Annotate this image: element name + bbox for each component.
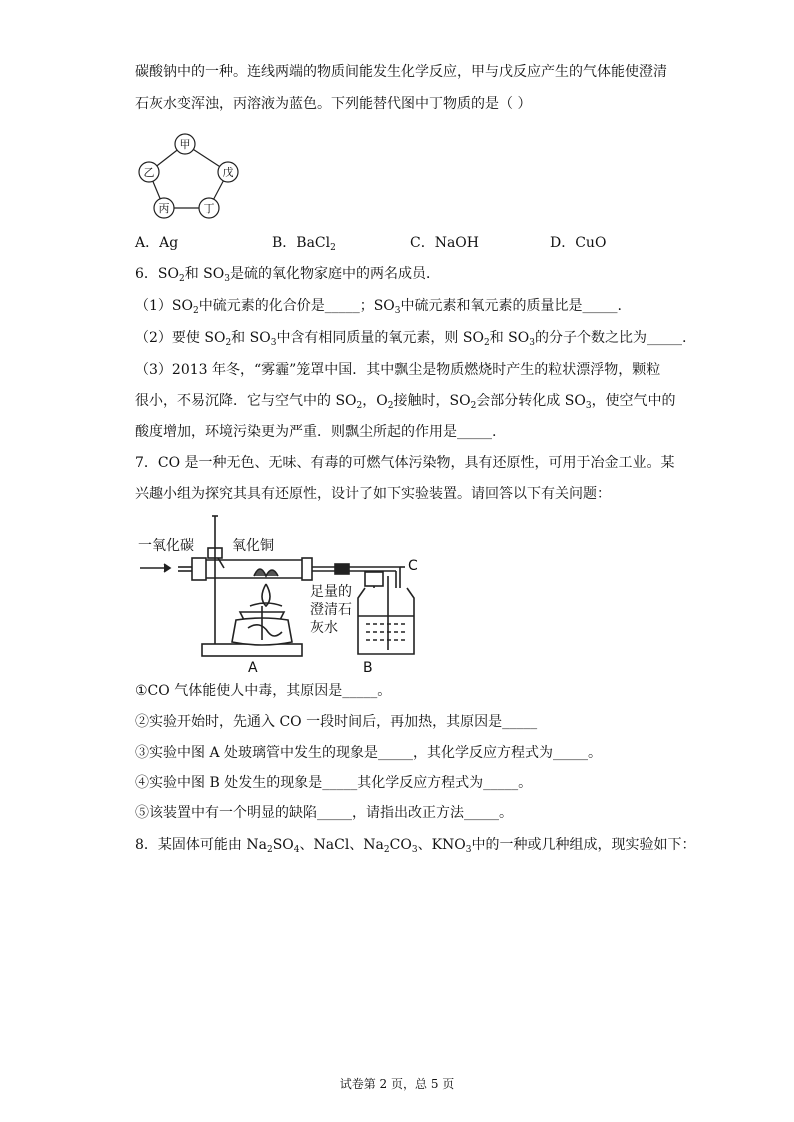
- q6-part-2: （2）要使 $SO_2$和 $SO_3$中含有相同质量的氧元素，则 $SO_2$和 $SO_3$的分子个数之比为_____.: [135, 330, 687, 348]
- label-b: B: [363, 660, 373, 675]
- q6-stem: 6．$SO_2$和 $SO_3$是硫的氧化物家庭中的两名成员．: [135, 266, 440, 284]
- label-water-1: 足量的: [310, 584, 352, 600]
- label-carbon-monoxide: 一氧化碳: [138, 538, 194, 554]
- q6-part-3-line-3: 酸度增加，环境污染更为严重．则飘尘所起的作用是_____.: [135, 424, 497, 440]
- option-d: D．CuO: [550, 235, 607, 251]
- option-a: A．Ag: [135, 235, 179, 251]
- q6-part-3-line-2: 很小，不易沉降．它与空气中的 $SO_2$，$O_2$接触时，$SO_2$会部分转化成 $SO_3$，使空气中的: [135, 393, 676, 411]
- node-yi: 乙: [143, 166, 155, 179]
- label-water-3: 灰水: [310, 620, 338, 636]
- node-jia: 甲: [179, 138, 191, 151]
- q7-item-1: ①CO 气体能使人中毒，其原因是_____。: [135, 683, 392, 699]
- pentagon-diagram: [130, 128, 250, 228]
- page-footer: 试卷第 2 页，总 5 页: [339, 1077, 455, 1091]
- q6-part-3-line-1: （3）2013 年冬，“雾霾”笼罩中国．其中飘尘是物质燃烧时产生的粒状漂浮物，颗粒: [135, 362, 661, 378]
- label-a: A: [248, 660, 258, 675]
- q7-line-2: 兴趣小组为探究其具有还原性，设计了如下实验装置。请回答以下有关问题：: [135, 486, 611, 502]
- node-ding: 丁: [203, 202, 215, 215]
- node-wu: 戊: [222, 166, 234, 179]
- q5-line-1: 碳酸钠中的一种。连线两端的物质间能发生化学反应，甲与戊反应产生的气体能使澄清: [135, 64, 667, 80]
- label-water-2: 澄清石: [310, 602, 352, 618]
- q8-stem: 8．某固体可能由 $Na_2SO_4$、NaCl、$Na_2CO_3$、$KNO_3$中的一种或几种组成，现实验如下：: [135, 837, 696, 855]
- node-bing: 丙: [158, 202, 170, 215]
- q7-line-1: 7．CO 是一种无色、无味、有毒的可燃气体污染物，具有还原性，可用于冶金工业。某: [135, 455, 675, 471]
- label-c: C: [408, 558, 418, 574]
- label-copper-oxide: 氧化铜: [232, 538, 274, 554]
- option-b: B．BaCl$_2$: [272, 235, 336, 253]
- q7-item-4: ④实验中图 B 处发生的现象是_____其化学反应方程式为_____。: [135, 775, 533, 791]
- q7-item-2: ②实验开始时，先通入 CO 一段时间后，再加热，其原因是_____: [135, 714, 538, 730]
- apparatus-diagram: [130, 510, 440, 675]
- q5-line-2: 石灰水变浑浊，丙溶液为蓝色。下列能替代图中丁物质的是（ ）: [135, 96, 532, 112]
- option-c: C．NaOH: [410, 235, 479, 251]
- q7-item-5: ⑤该装置中有一个明显的缺陷_____，请指出改正方法_____。: [135, 805, 513, 821]
- q7-item-3: ③实验中图 A 处玻璃管中发生的现象是_____，其化学反应方程式为_____。: [135, 745, 603, 761]
- q6-part-1: $(1)SO_2$中硫元素的化合价是_____；$SO_3$中硫元素和氧元素的质量比是_____.: [135, 298, 622, 316]
